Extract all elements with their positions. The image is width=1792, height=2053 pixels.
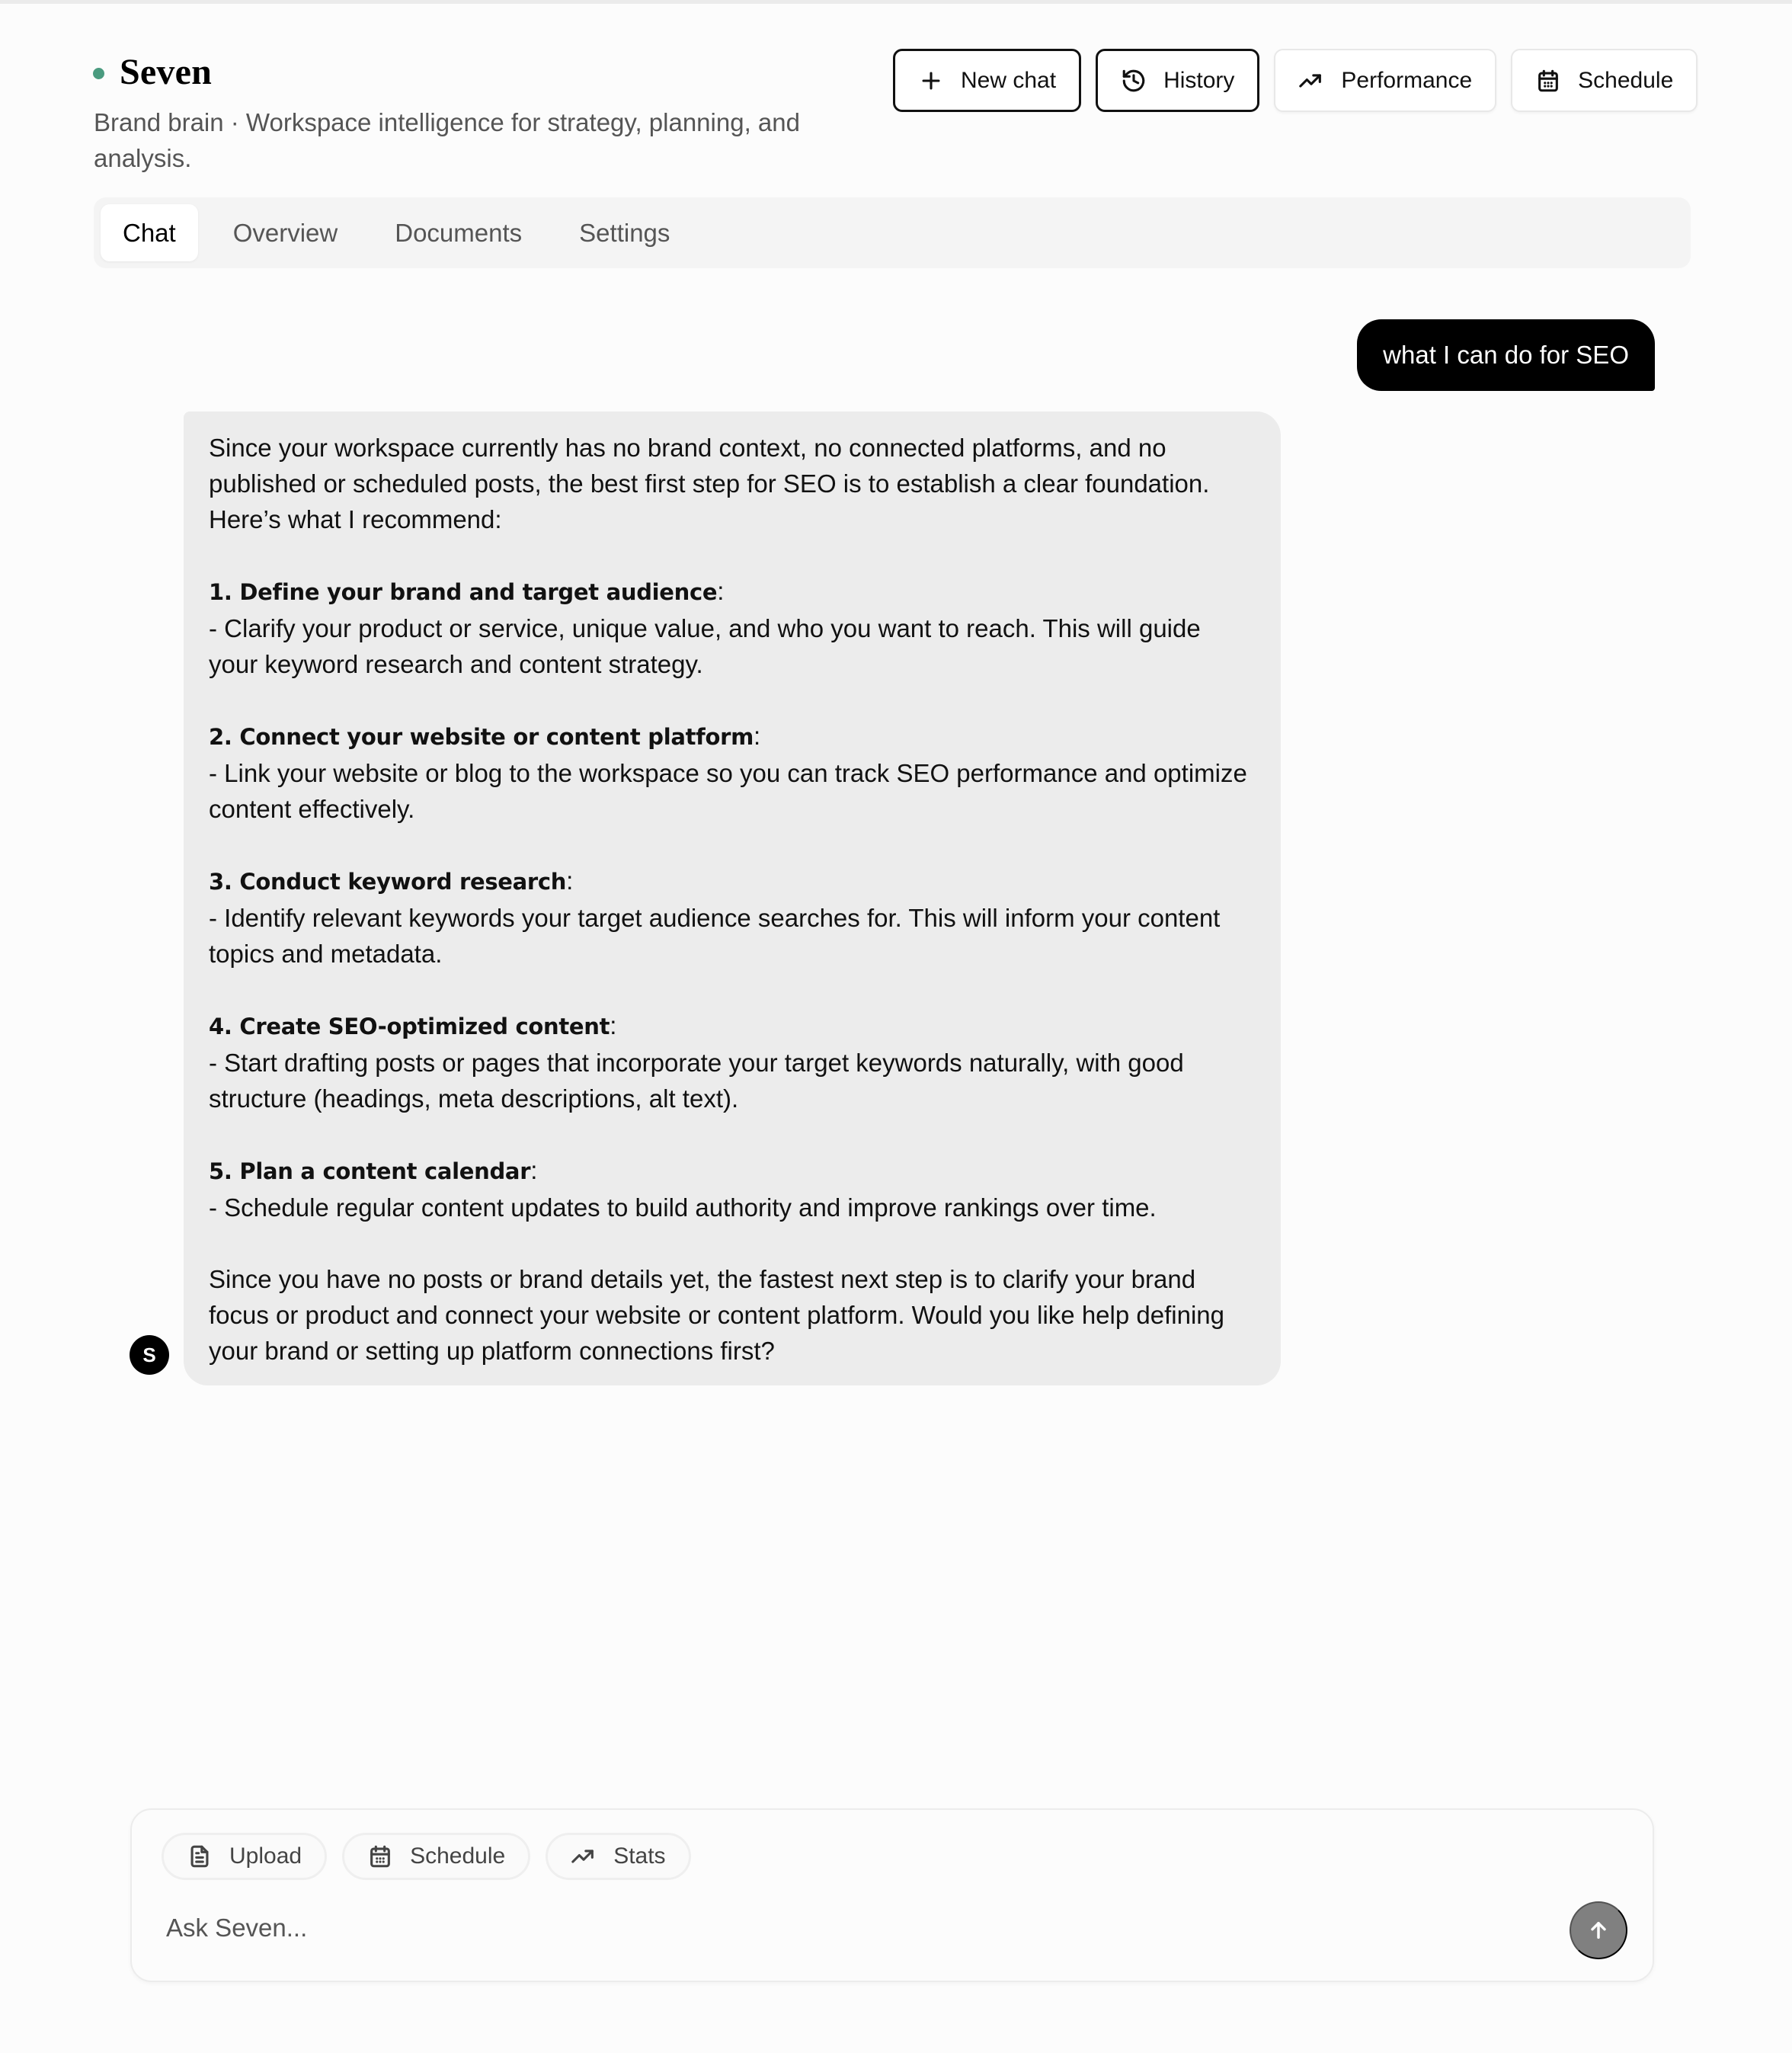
step-body: - Link your website or blog to the workspace so you can track SEO performance and optimize content effectively. xyxy=(209,759,1247,823)
step-heading: 2. Connect your website or content platform: xyxy=(209,722,761,750)
performance-button[interactable] xyxy=(1274,49,1496,112)
tab-bar xyxy=(94,197,1691,268)
stats-chip[interactable] xyxy=(546,1833,690,1880)
history-icon xyxy=(1121,68,1147,94)
upload-label: Upload xyxy=(229,1843,302,1869)
stats-label: Stats xyxy=(613,1843,666,1869)
step-heading: 4. Create SEO-optimized content: xyxy=(209,1011,617,1039)
calendar-icon xyxy=(367,1843,393,1869)
schedule-button[interactable] xyxy=(1511,49,1698,112)
assistant-intro: Since your workspace currently has no brand context, no connected platforms, and no published or scheduled posts, the best first step for SEO is to establish a clear foundation. Here’s what I recommend: xyxy=(209,434,1210,533)
performance-label: Performance xyxy=(1341,67,1473,93)
step-heading: 3. Conduct keyword research: xyxy=(209,866,574,895)
composer-chips xyxy=(162,1833,691,1880)
tab-documents[interactable]: Documents xyxy=(395,218,523,247)
history-button[interactable] xyxy=(1096,49,1259,112)
step-body: - Identify relevant keywords your target audience searches for. This will inform your content topics and metadata. xyxy=(209,904,1221,968)
plus-icon xyxy=(918,68,944,94)
arrow-up-icon xyxy=(1586,1918,1611,1943)
assistant-avatar: S xyxy=(130,1335,169,1375)
trending-up-icon xyxy=(1298,68,1324,94)
document-icon xyxy=(187,1843,213,1869)
user-message-bubble: what I can do for SEO xyxy=(1357,319,1655,391)
composer xyxy=(130,1808,1654,1982)
header-actions xyxy=(893,49,1698,112)
tab-chat[interactable]: Chat xyxy=(101,204,198,261)
step-body: - Start drafting posts or pages that incorporate your target keywords naturally, with good structure (headings, meta descriptions, alt text). xyxy=(209,1049,1184,1113)
send-button[interactable] xyxy=(1570,1901,1627,1959)
page-subtitle: Brand brain · Workspace intelligence for strategy, planning, and analysis. xyxy=(94,108,800,172)
tab-overview[interactable]: Overview xyxy=(232,218,338,247)
status-dot xyxy=(93,68,104,79)
page-title: Seven xyxy=(120,52,212,92)
new-chat-button[interactable] xyxy=(893,49,1081,112)
schedule-label: Schedule xyxy=(1578,67,1674,93)
assistant-message-bubble xyxy=(184,412,1281,1385)
trending-up-icon xyxy=(571,1843,597,1869)
upload-chip[interactable] xyxy=(162,1833,327,1880)
brand xyxy=(93,51,212,93)
tab-settings[interactable]: Settings xyxy=(579,218,670,247)
step-body: - Clarify your product or service, unique value, and who you want to reach. This will guide your keyword research and content strategy. xyxy=(209,614,1201,678)
schedule-chip[interactable] xyxy=(342,1833,530,1880)
new-chat-label: New chat xyxy=(961,67,1057,93)
message-input[interactable] xyxy=(166,1905,1538,1951)
schedule-chip-label: Schedule xyxy=(410,1843,506,1869)
history-label: History xyxy=(1163,67,1235,93)
step-heading: 1. Define your brand and target audience: xyxy=(209,577,725,605)
step-heading: 5. Plan a content calendar: xyxy=(209,1156,538,1184)
step-body: - Schedule regular content updates to build authority and improve rankings over time. xyxy=(209,1193,1157,1222)
calendar-icon xyxy=(1535,68,1561,94)
assistant-outro: Since you have no posts or brand details yet, the fastest next step is to clarify your brand focus or product and connect your website or content platform. Would you like help defining your brand or setting up platform connections first? xyxy=(209,1265,1224,1365)
